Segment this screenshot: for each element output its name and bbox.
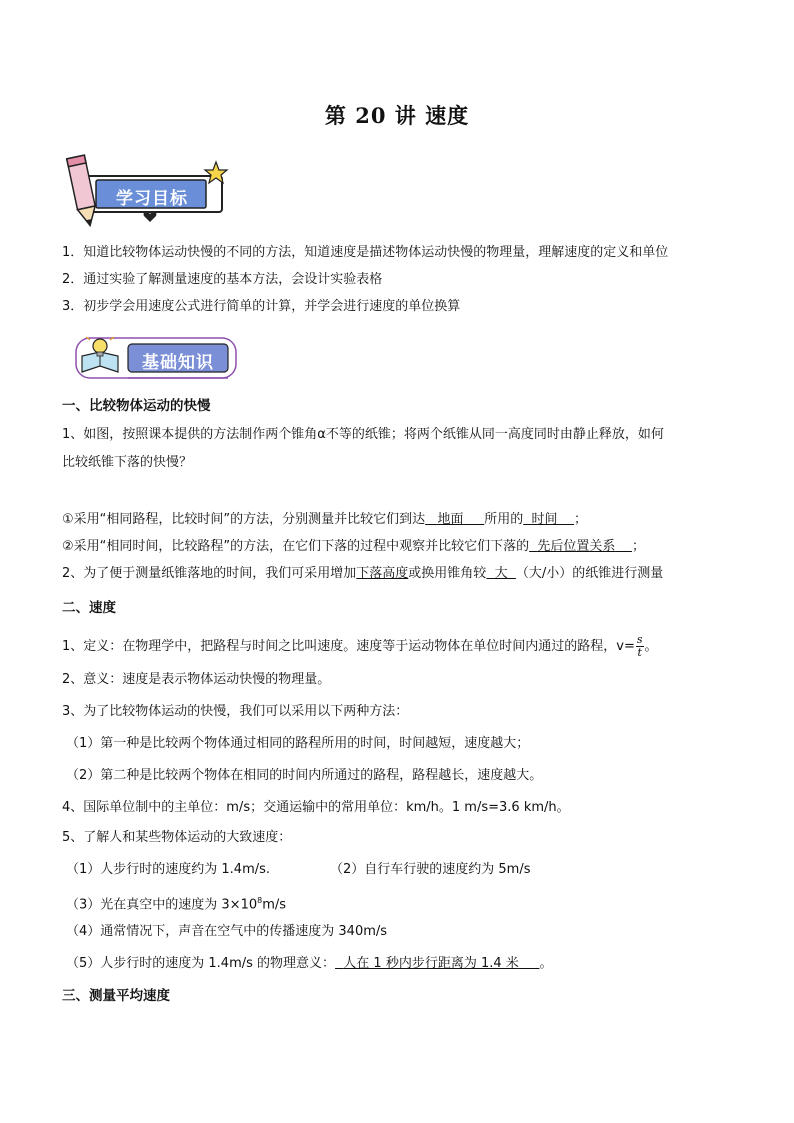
section-heading: 二、速度 bbox=[62, 600, 116, 616]
answer-blank: 大 bbox=[494, 566, 508, 581]
question-text: 比较纸锥下落的快慢？ bbox=[62, 455, 193, 470]
speeds-intro: 5、了解人和某些物体运动的大致速度： bbox=[62, 830, 292, 845]
methods-intro: 3、为了比较物体运动的快慢，我们可以采用以下两种方法： bbox=[62, 704, 409, 719]
speed-item: （1）人步行时的速度约为 1.4m/s. bbox=[66, 862, 271, 877]
learning-goals-label: 学习目标 bbox=[116, 189, 188, 209]
velocity-formula: $\frac{s}{t}$ bbox=[636, 633, 643, 659]
answer-blank: 时间 bbox=[531, 512, 558, 527]
learning-goals-badge bbox=[66, 152, 234, 230]
goal-item: 1．知道比较物体运动快慢的不同的方法，知道速度是描述物体运动快慢的物理量，理解速度的定义和单位 bbox=[62, 245, 669, 260]
meaning-line: 2、意义：速度是表示物体运动快慢的物理量。 bbox=[62, 672, 331, 687]
answer-blank: 先后位置关系 bbox=[537, 539, 616, 554]
answer-blank: 人在 1 秒内步行距离为 1.4 米 bbox=[343, 956, 519, 971]
section-heading: 三、测量平均速度 bbox=[62, 988, 170, 1004]
speed-item: （4）通常情况下，声音在空气中的传播速度为 340m/s bbox=[66, 924, 388, 939]
definition-line: 1、定义：在物理学中，把路程与时间之比叫速度。速度等于运动物体在单位时间内通过的路程，v= $\frac{s}{t}$ 。 bbox=[62, 633, 658, 659]
speed-item: （2）自行车行驶的速度约为 5m/s bbox=[330, 862, 531, 877]
section-heading: 一、比较物体运动的快慢 bbox=[62, 398, 211, 414]
method-item: （1）第一种是比较两个物体通过相同的路程所用的时间，时间越短，速度越大； bbox=[66, 736, 530, 751]
goal-item: 3．初步学会用速度公式进行简单的计算，并学会进行速度的单位换算 bbox=[62, 299, 461, 314]
speed-item: （5）人步行时的速度为 1.4m/s 的物理意义： 人在 1 秒内步行距离为 1.4 米 。 bbox=[66, 956, 553, 971]
basic-knowledge-label: 基础知识 bbox=[142, 353, 214, 373]
page-title: 第 20 讲 速度 bbox=[324, 103, 470, 128]
answer-blank: 下落高度 bbox=[356, 566, 409, 581]
answer-blank: 地面 bbox=[437, 512, 464, 527]
method-2-line: ②采用“相同时间，比较路程”的方法，在它们下落的过程中观察并比较它们下落的 先后位置关系 ； bbox=[62, 539, 645, 554]
question-2-line: 2、为了便于测量纸锥落地的时间，我们可采用增加下落高度或换用锥角较 大 （大/小）的纸锥进行测量 bbox=[62, 566, 664, 581]
basic-knowledge-badge bbox=[72, 334, 242, 386]
method-item: （2）第二种是比较两个物体在相同的时间内所通过的路程，路程越长，速度越大。 bbox=[66, 768, 543, 783]
speed-item: （3）光在真空中的速度为 $3\times 10^8m/s$ bbox=[66, 896, 287, 913]
question-text: 1、如图，按照课本提供的方法制作两个锥角α不等的纸锥；将两个纸锥从同一高度同时由静止释放，如何 bbox=[62, 427, 664, 442]
units-line: 4、国际单位制中的主单位：m/s；交通运输中的常用单位：km/h。1 m/s=3.6 km/h。 bbox=[62, 800, 570, 815]
goal-item: 2．通过实验了解测量速度的基本方法，会设计实验表格 bbox=[62, 272, 383, 287]
method-1-line: ①采用“相同路程，比较时间”的方法，分别测量并比较它们到达 地面 所用的 时间 ； bbox=[62, 512, 588, 527]
